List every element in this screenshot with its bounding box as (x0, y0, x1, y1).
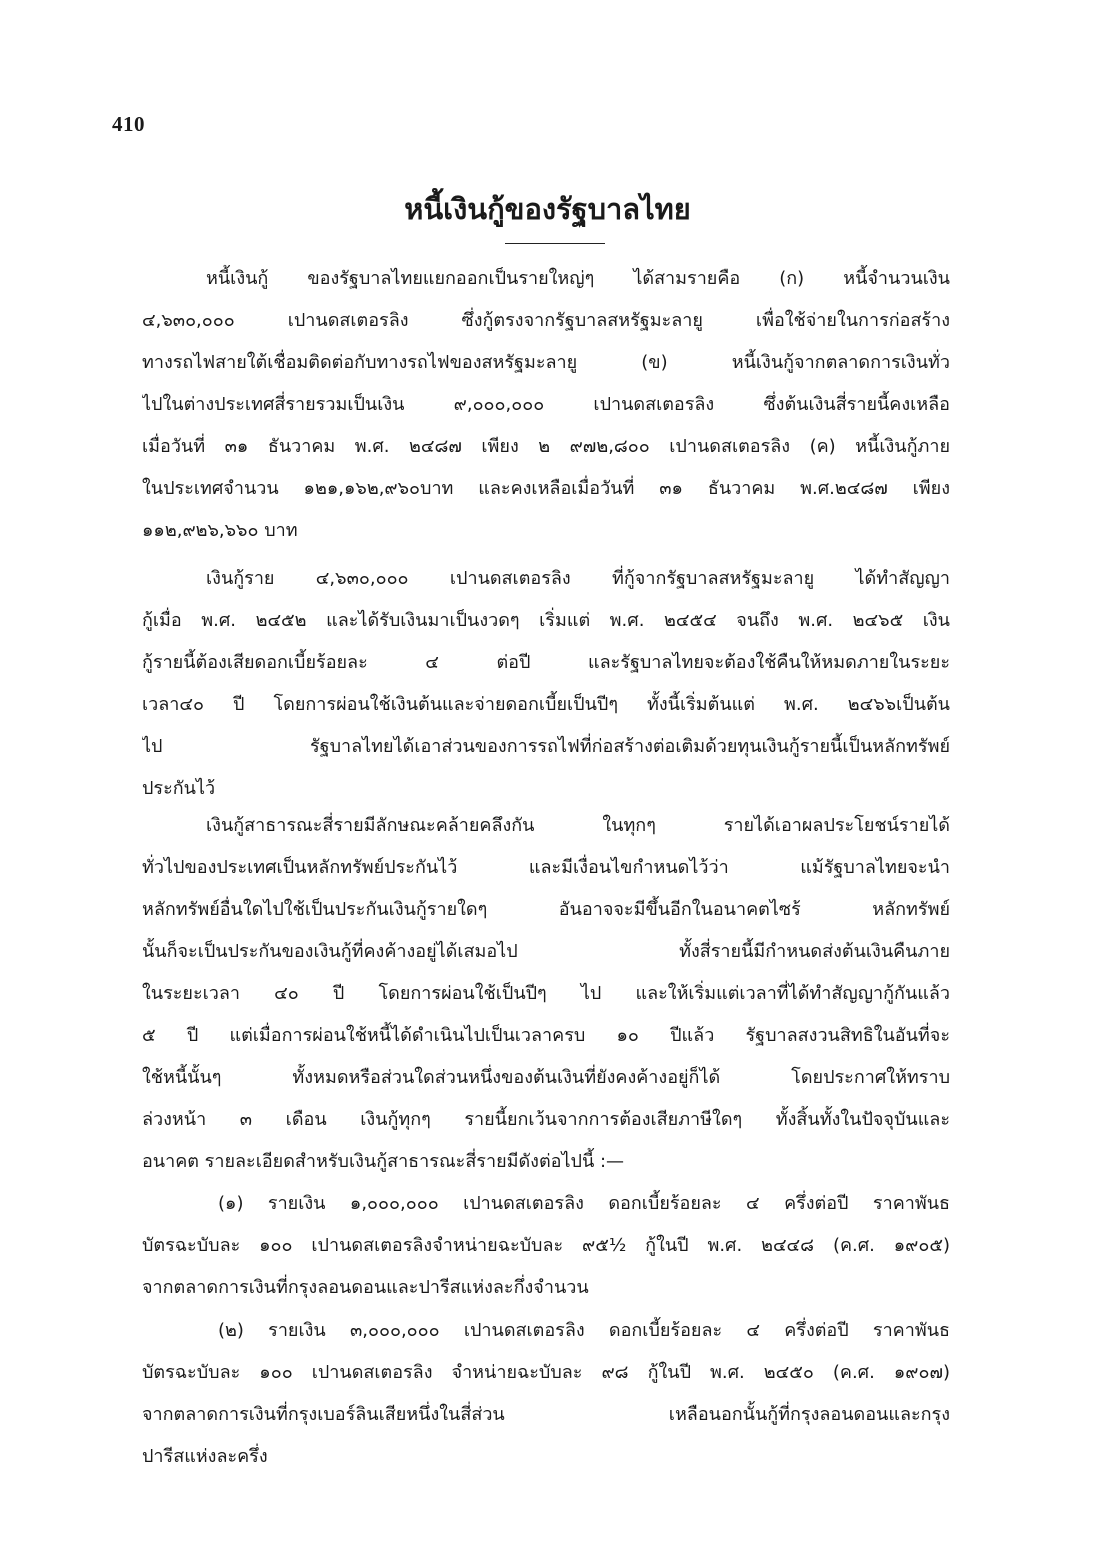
text-line: ล่วงหน้า ๓ เดือน เงินกู้ทุกๆ รายนี้ยกเว้นจากการต้องเสียภาษีใดๆ ทั้งสิ้นทั้งในปัจจุบันและ (142, 1109, 950, 1130)
title-underline (505, 243, 605, 244)
text-line: กู้รายนี้ต้องเสียดอกเบี้ยร้อยละ ๔ ต่อปี และรัฐบาลไทยจะต้องใช้คืนให้หมดภายในระยะ (142, 652, 950, 673)
loan-item-2 (142, 1310, 950, 1478)
text-line: ๕ ปี แต่เมื่อการผ่อนใช้หนี้ได้ดำเนินไปเป็นเวลาครบ ๑๐ ปีแล้ว รัฐบาลสงวนสิทธิในอันที่จะ (142, 1025, 950, 1046)
text-line: ในระยะเวลา ๔๐ ปี โดยการผ่อนใช้เป็นปีๆ ไป และให้เริ่มแต่เวลาที่ได้ทำสัญญากู้กันแล้ว (142, 983, 950, 1004)
page-number: 410 (112, 112, 145, 136)
text-line: เงินกู้ราย ๔,๖๓๐,๐๐๐ เปานดสเตอรลิง ที่กู้จากรัฐบาลสหรัฐมะลายู ได้ทำสัญญา (206, 568, 950, 589)
text-line: เงินกู้สาธารณะสี่รายมีลักษณะคล้ายคลึงกัน ในทุกๆ รายได้เอาผลประโยชน์รายได้ (206, 815, 950, 836)
text-line: จากตลาดการเงินที่กรุงลอนดอนและปารีสแห่งละกึ่งจำนวน (142, 1277, 589, 1298)
text-line: จากตลาดการเงินที่กรุงเบอร์ลินเสียหนึ่งในสี่ส่วน เหลือนอกนั้นกู้ที่กรุงลอนดอนและกรุง (142, 1404, 950, 1425)
text-line: ทั่วไปของประเทศเป็นหลักทรัพย์ประกันไว้ และมีเงื่อนไขกำหนดไว้ว่า แม้รัฐบาลไทยจะนำ (142, 857, 950, 878)
text-line: ทางรถไฟสายใต้เชื่อมติดต่อกับทางรถไฟของสหรัฐมะลายู (ข) หนี้เงินกู้จากตลาดการเงินทั่ว (142, 352, 950, 373)
text-line: ๔,๖๓๐,๐๐๐ เปานดสเตอรลิง ซึ่งกู้ตรงจากรัฐบาลสหรัฐมะลายู เพื่อใช้จ่ายในการก่อสร้าง (142, 310, 950, 331)
text-line: กู้เมื่อ พ.ศ. ๒๔๕๒ และได้รับเงินมาเป็นงวดๆ เริ่มแต่ พ.ศ. ๒๔๕๔ จนถึง พ.ศ. ๒๔๖๕ เงิน (142, 610, 950, 631)
text-line: นั้นก็จะเป็นประกันของเงินกู้ที่คงค้างอยู่ได้เสมอไป ทั้งสี่รายนี้มีกำหนดส่งต้นเงินคืนภาย (142, 941, 950, 962)
text-line: เมื่อวันที่ ๓๑ ธันวาคม พ.ศ. ๒๔๘๗ เพียง ๒ ๙๗๒,๘๐๐ เปานดสเตอรลิง (ค) หนี้เงินกู้ภาย (142, 436, 950, 457)
text-line: ประกันไว้ (142, 778, 216, 799)
text-line: ใช้หนี้นั้นๆ ทั้งหมดหรือส่วนใดส่วนหนึ่งของต้นเงินที่ยังคงค้างอยู่ก็ได้ โดยประกาศให้ทราบ (142, 1067, 950, 1088)
loan-item-1 (142, 1183, 950, 1309)
text-line: ปารีสแห่งละครึ่ง (142, 1446, 268, 1467)
text-line: ในประเทศจำนวน ๑๒๑,๑๖๒,๙๖๐บาท และคงเหลือเมื่อวันที่ ๓๑ ธันวาคม พ.ศ.๒๔๘๗ เพียง (142, 478, 950, 499)
page-title: หนี้เงินกู้ของรัฐบาลไทย (404, 192, 691, 226)
text-line: หลักทรัพย์อื่นใดไปใช้เป็นประกันเงินกู้รายใดๆ อันอาจจะมีขึ้นอีกในอนาคตไซร้ หลักทรัพย์ (142, 899, 950, 920)
text-line: อนาคต รายละเอียดสำหรับเงินกู้สาธารณะสี่รายมีดังต่อไปนี้ :— (142, 1151, 625, 1172)
text-line: บัตรฉะบับละ ๑๐๐ เปานดสเตอรลิง จำหน่ายฉะบับละ ๙๘ กู้ในปี พ.ศ. ๒๔๕๐ (ค.ศ. ๑๙๐๗) (142, 1362, 950, 1383)
text-line: ๑๑๒,๙๒๖,๖๖๐ บาท (142, 520, 298, 541)
paragraph-malaya-loan (142, 558, 950, 810)
text-line: (๒) รายเงิน ๓,๐๐๐,๐๐๐ เปานดสเตอรลิง ดอกเบี้ยร้อยละ ๔ ครึ่งต่อปี ราคาพันธ (218, 1320, 950, 1341)
text-line: (๑) รายเงิน ๑,๐๐๐,๐๐๐ เปานดสเตอรลิง ดอกเบี้ยร้อยละ ๔ ครึ่งต่อปี ราคาพันธ (218, 1193, 950, 1214)
paragraph-public-loans (142, 805, 950, 1183)
text-line: เวลา๔๐ ปี โดยการผ่อนใช้เงินต้นและจ่ายดอกเบี้ยเป็นปีๆ ทั้งนี้เริ่มต้นแต่ พ.ศ. ๒๔๖๖เป็นต้น (142, 694, 950, 715)
text-line: บัตรฉะบับละ ๑๐๐ เปานดสเตอรลิงจำหน่ายฉะบับละ ๙๕½ กู้ในปี พ.ศ. ๒๔๔๘ (ค.ศ. ๑๙๐๕) (142, 1235, 950, 1256)
text-line: หนี้เงินกู้ ของรัฐบาลไทยแยกออกเป็นรายใหญ่ๆ ได้สามรายคือ (ก) หนี้จำนวนเงิน (206, 268, 950, 289)
text-line: ไปในต่างประเทศสี่รายรวมเป็นเงิน ๙,๐๐๐,๐๐๐ เปานดสเตอรลิง ซึ่งต้นเงินสี่รายนี้คงเหลือ (142, 394, 950, 415)
paragraph-overview (142, 258, 950, 552)
text-line: ไป รัฐบาลไทยได้เอาส่วนของการรถไฟที่ก่อสร้างต่อเติมด้วยทุนเงินกู้รายนี้เป็นหลักทรัพย์ (142, 736, 950, 757)
